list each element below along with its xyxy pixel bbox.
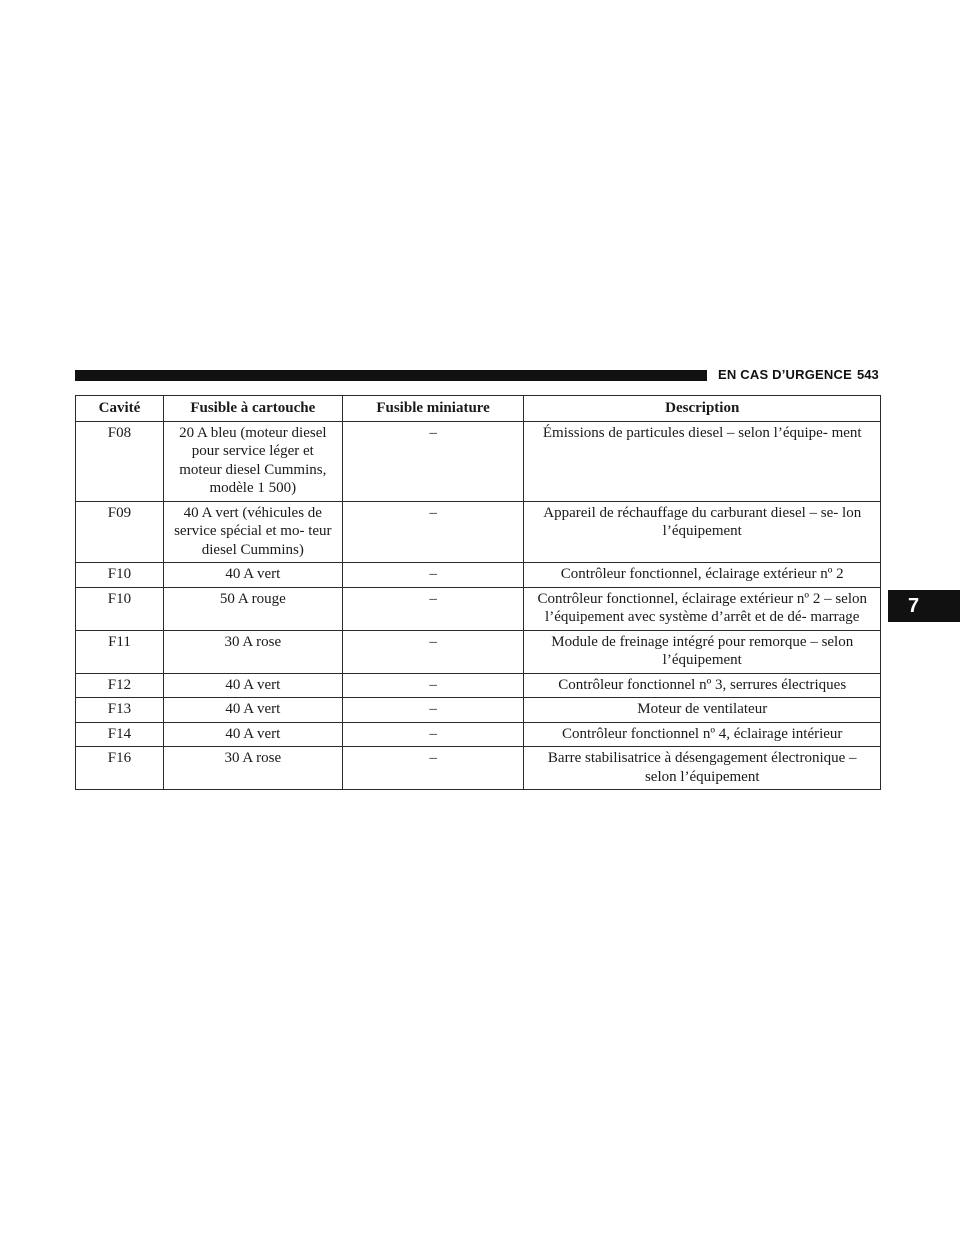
table-row (76, 563, 881, 588)
column-header-cavite: Cavité (76, 396, 164, 422)
cell-fusible-cartouche: 40 A vert (163, 673, 342, 698)
cell-description: Moteur de ventilateur (524, 698, 881, 723)
fuse-table (75, 395, 881, 790)
cell-cavite: F10 (76, 563, 164, 588)
table-row (76, 587, 881, 630)
cell-cavite: F10 (76, 587, 164, 630)
cell-fusible-cartouche: 30 A rose (163, 747, 342, 790)
cell-fusible-miniature: – (342, 421, 524, 501)
cell-cavite: F16 (76, 747, 164, 790)
table-header-row (76, 396, 881, 422)
cell-fusible-miniature: – (342, 630, 524, 673)
column-header-description: Description (524, 396, 881, 422)
column-header-fusible-cartouche: Fusible à cartouche (163, 396, 342, 422)
section-title: EN CAS D’URGENCE (718, 367, 852, 382)
cell-description: Contrôleur fonctionnel, éclairage extérieur nº 2 – selon l’équipement avec système d’arrêt et de dé- marrage (524, 587, 881, 630)
cell-description: Appareil de réchauffage du carburant diesel – se- lon l’équipement (524, 501, 881, 563)
page-number: 543 (857, 367, 879, 382)
cell-description: Contrôleur fonctionnel, éclairage extérieur nº 2 (524, 563, 881, 588)
cell-text: 20 A bleu (moteur diesel pour service léger et moteur diesel Cummins, modèle 1 500) (179, 424, 327, 496)
chapter-tab: 7 (888, 590, 960, 622)
cell-description: Émissions de particules diesel – selon l’équipe- ment (524, 421, 881, 501)
cell-fusible-cartouche: 30 A rose (163, 630, 342, 673)
table-row (76, 698, 881, 723)
cell-cavite: F09 (76, 501, 164, 563)
cell-cavite: F08 (76, 421, 164, 501)
cell-cavite: F13 (76, 698, 164, 723)
cell-description: Barre stabilisatrice à désengagement électronique – selon l’équipement (524, 747, 881, 790)
cell-description: Module de freinage intégré pour remorque – selon l’équipement (524, 630, 881, 673)
column-header-fusible-miniature: Fusible miniature (342, 396, 524, 422)
cell-fusible-miniature: – (342, 563, 524, 588)
cell-fusible-miniature: – (342, 722, 524, 747)
cell-fusible-cartouche: 40 A vert (163, 563, 342, 588)
cell-fusible-miniature: – (342, 501, 524, 563)
table-row (76, 630, 881, 673)
table-row (76, 421, 881, 501)
cell-fusible-cartouche (163, 421, 342, 501)
header-rule (75, 370, 707, 381)
cell-cavite: F12 (76, 673, 164, 698)
cell-fusible-cartouche: 40 A vert (163, 698, 342, 723)
table-row (76, 501, 881, 563)
cell-cavite: F11 (76, 630, 164, 673)
cell-description: Contrôleur fonctionnel nº 4, éclairage intérieur (524, 722, 881, 747)
cell-cavite: F14 (76, 722, 164, 747)
cell-description: Contrôleur fonctionnel nº 3, serrures électriques (524, 673, 881, 698)
table-row (76, 722, 881, 747)
cell-fusible-miniature: – (342, 698, 524, 723)
cell-fusible-cartouche: 40 A vert (véhicules de service spécial et mo- teur diesel Cummins) (163, 501, 342, 563)
cell-fusible-cartouche: 40 A vert (163, 722, 342, 747)
cell-fusible-cartouche: 50 A rouge (163, 587, 342, 630)
table-row (76, 673, 881, 698)
table-row (76, 747, 881, 790)
cell-fusible-miniature: – (342, 747, 524, 790)
cell-fusible-miniature: – (342, 587, 524, 630)
cell-fusible-miniature: – (342, 673, 524, 698)
